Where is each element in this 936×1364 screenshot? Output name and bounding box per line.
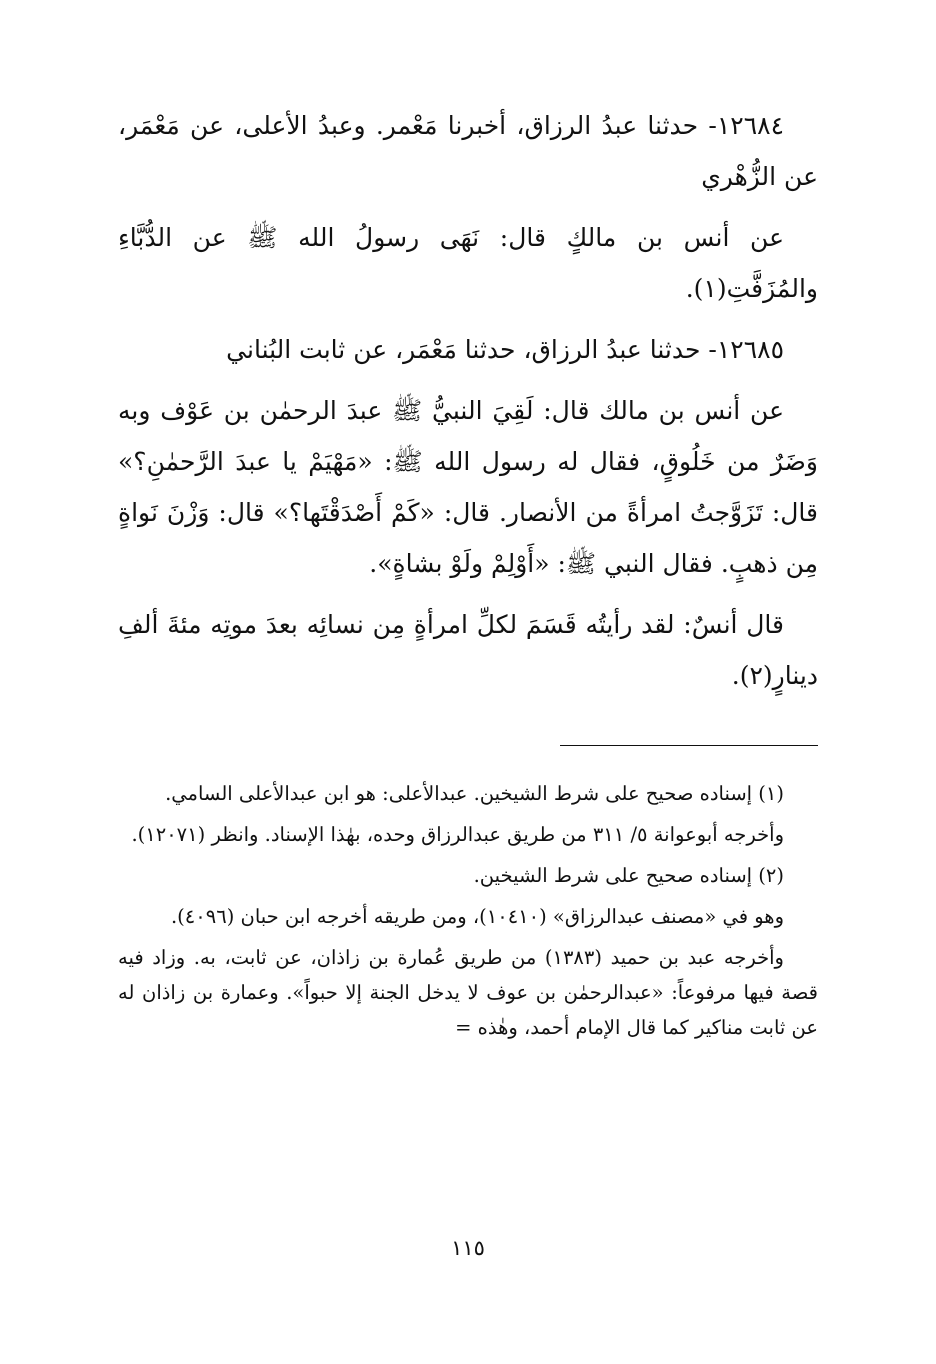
- main-text: [118, 100, 818, 701]
- footnote-2: (٢) إسناده صحيح على شرط الشيخين.: [473, 864, 784, 887]
- footnote-1: (١) إسناده صحيح على شرط الشيخين. عبدالأعلى: هو ابن عبدالأعلى السامي.: [165, 782, 784, 805]
- hadith-12685-anas-statement: قال أنسٌ: لقد رأيتُه قَسَمَ لكلِّ امرأةٍ مِن نسائِه بعدَ موتِه مئةَ ألفِ دينارٍ(٢).: [118, 610, 818, 690]
- footnote-2-continued: وأخرجه عبد بن حميد (١٣٨٣) من طريق عُمارة بن زاذان، عن ثابت، به. وزاد فيه قصة فيها مرفوعاً: «عبدالرحمٰن بن عوف لا يدخل الجنة إلا حبواً». وعمارة بن زاذان له عن ثابت مناكير كما قال الإمام أحمد، وهٰذه =: [118, 946, 818, 1039]
- hadith-12685-chain: ١٢٦٨٥- حدثنا عبدُ الرزاق، حدثنا مَعْمَر، عن ثابت البُناني: [226, 335, 784, 364]
- hadith-12684-chain: ١٢٦٨٤- حدثنا عبدُ الرزاق، أخبرنا مَعْمر. وعبدُ الأعلى، عن مَعْمَر، عن الزُّهْري: [118, 111, 818, 191]
- footnote-2-source: وهو في «مصنف عبدالرزاق» (١٠٤١٠)، ومن طريقه أخرجه ابن حبان (٤٠٩٦).: [170, 905, 784, 928]
- footnote-separator: [560, 745, 818, 746]
- hadith-12685-text: عن أنس بن مالك قال: لَقِيَ النبيُّ ﷺ عبدَ الرحمٰن بن عَوْف وبه وَضَرٌ من خَلُوقٍ، فقال له رسول الله ﷺ: «مَهْيَمْ يا عبدَ الرَّحمٰنِ؟» قال: تَزَوَّجتُ امرأةً من الأنصار. قال: «كَمْ أَصْدَقْتَها؟» قال: وَزْنَ نَواةٍ مِن ذهبٍ. فقال النبي ﷺ: «أَوْلِمْ ولَوْ بشاةٍ».: [118, 396, 818, 578]
- hadith-12684-text: عن أنس بن مالكٍ قال: نَهَى رسولُ الله ﷺ عن الدُّبَّاءِ والمُزَفَّتِ(١).: [118, 223, 818, 303]
- footnote-separator-wrap: [118, 711, 818, 776]
- footnotes: [118, 776, 818, 1045]
- page-number: ١١٥: [451, 1236, 485, 1260]
- footnote-1-continued: وأخرجه أبوعوانة ٥/ ٣١١ من طريق عبدالرزاق وحده، بهٰذا الإسناد. وانظر (١٢٠٧١).: [131, 823, 784, 846]
